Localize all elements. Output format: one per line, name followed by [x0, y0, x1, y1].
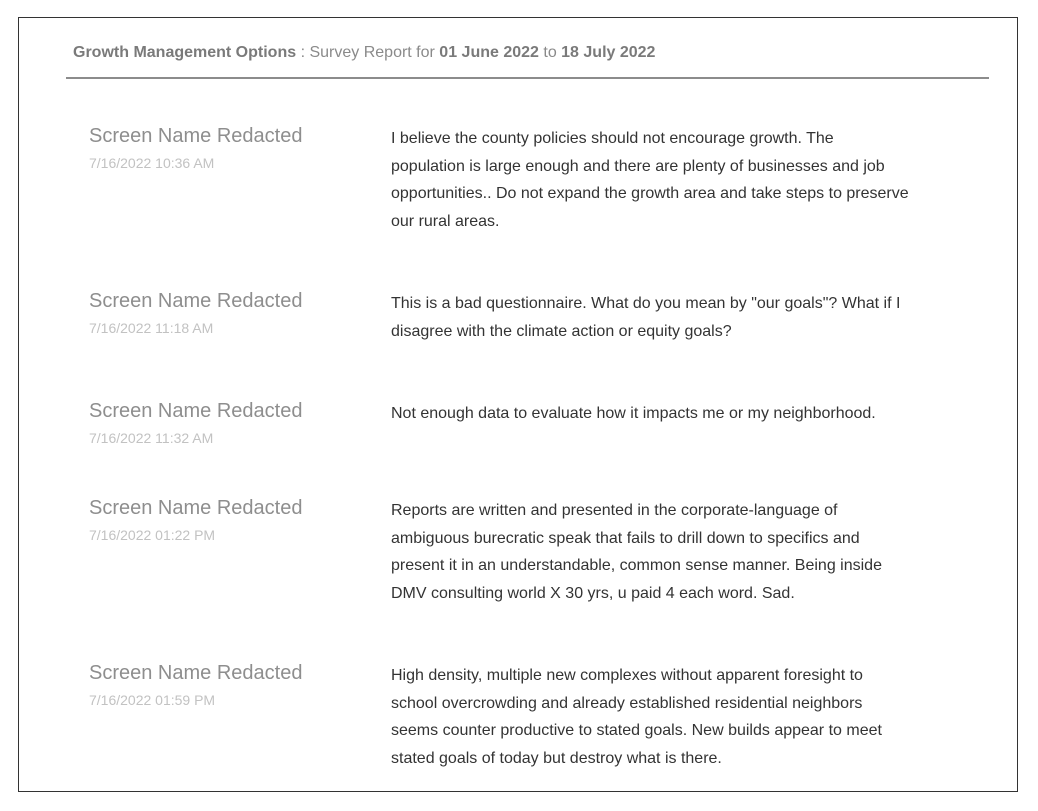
respondent-name: Screen Name Redacted [89, 497, 303, 519]
report-to-word: to [538, 44, 562, 61]
response-text: Not enough data to evaluate how it impacts me or my neighborhood. [391, 405, 876, 422]
response-timestamp: 7/16/2022 11:32 AM [89, 430, 214, 446]
respondent-name: Screen Name Redacted [89, 662, 303, 684]
respondent-name: Screen Name Redacted [89, 290, 303, 312]
report-end-date: 18 July 2022 [561, 44, 656, 61]
response-timestamp: 7/16/2022 01:22 PM [89, 527, 216, 543]
report-prefix: Survey Report for [309, 44, 440, 61]
response-timestamp: 7/16/2022 01:59 PM [89, 692, 216, 708]
report-start-date: 01 June 2022 [439, 44, 539, 61]
response-text: Reports are written and presented in the corporate-language of ambiguous burecratic speak that fails to drill down to specifics and present it in an understandable, common sense manner. Being inside DMV consulting world X 30 yrs, u paid 4 each word. Sad. [391, 502, 882, 602]
respondent-name: Screen Name Redacted [89, 125, 303, 147]
response-text: High density, multiple new complexes without apparent foresight to school overcrowding and already established residential neighbors seems counter productive to stated goals. New builds appear to meet stated goals of today but destroy what is there. [391, 667, 882, 767]
header-divider [66, 77, 989, 79]
response-text: This is a bad questionnaire. What do you mean by "our goals"? What if I disagree with the climate action or equity goals? [391, 295, 901, 340]
response-text: I believe the county policies should not encourage growth. The population is large enough and there are plenty of businesses and job opportunities.. Do not expand the growth area and take steps to preserve our rural areas. [391, 130, 909, 230]
report-header [73, 44, 655, 62]
header-separator: : [296, 44, 310, 61]
response-timestamp: 7/16/2022 11:18 AM [89, 320, 214, 336]
response-timestamp: 7/16/2022 10:36 AM [89, 155, 215, 171]
survey-name: Growth Management Options [73, 44, 297, 61]
respondent-name: Screen Name Redacted [89, 400, 303, 422]
report-page [18, 17, 1018, 792]
